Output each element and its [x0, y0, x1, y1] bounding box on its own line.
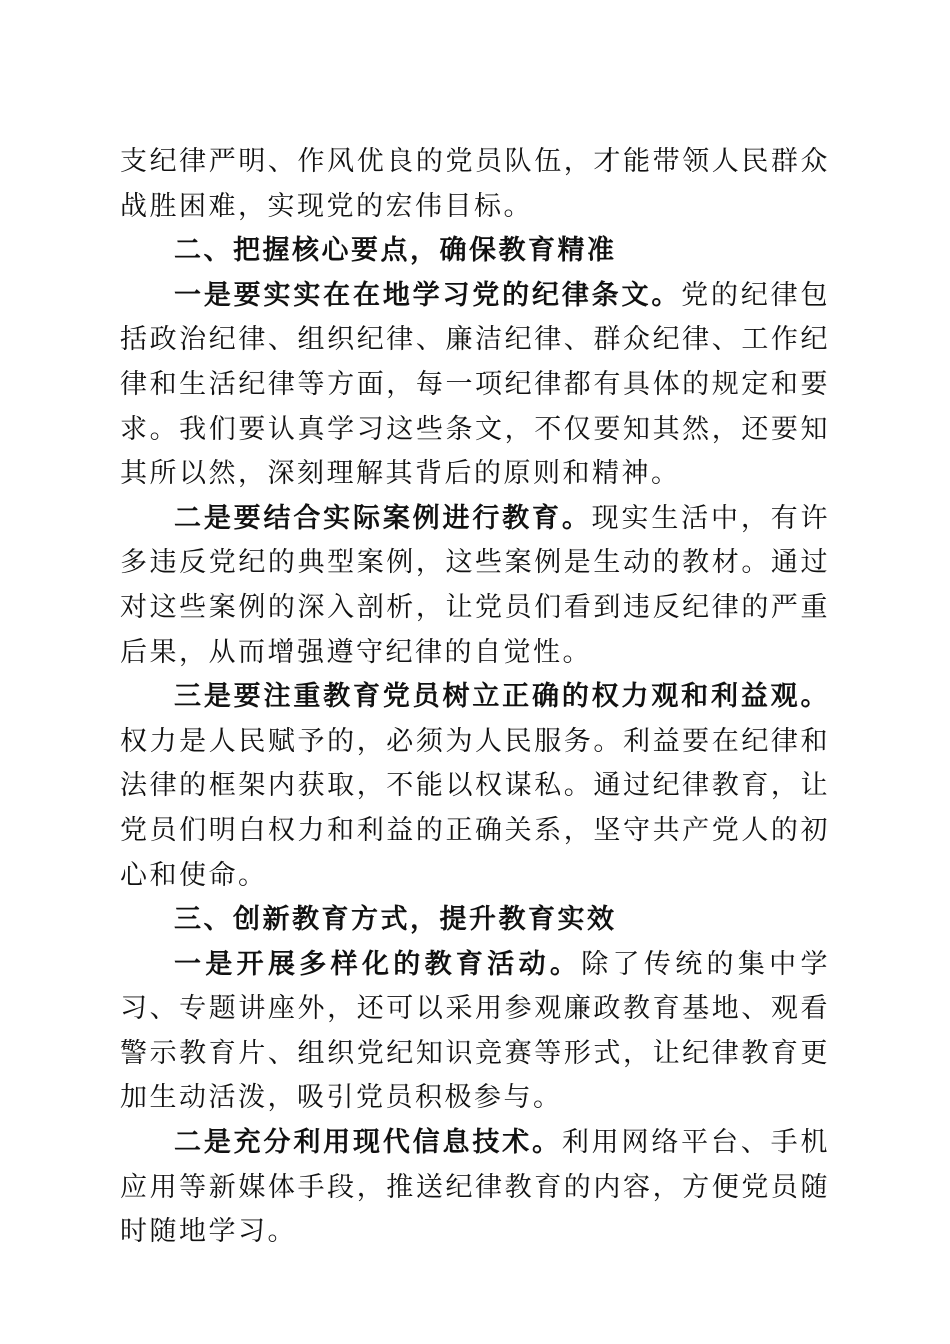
paragraph-text: 权力是人民赋予的，必须为人民服务。利益要在纪律和法律的框架内获取，不能以权谋私。通过纪律教育，让党员们明白权力和利益的正确关系，坚守共产党人的初心和使命。: [120, 725, 830, 891]
paragraph-study-rules: [120, 274, 830, 497]
paragraph-text: 党的纪律包括政治纪律、组织纪律、廉洁纪律、群众纪律、工作纪律和生活纪律等方面，每一项纪律都有具体的规定和要求。我们要认真学习这些条文，不仅要知其然，还要知其所以然，深刻理解其背后的原则和精神。: [120, 279, 831, 490]
section-heading-3: 三、创新教育方式，提升教育实效: [174, 904, 617, 936]
paragraph-text: 现实生活中，有许多违反党纪的典型案例，这些案例是生动的教材。通过对这些案例的深入剖析，让党员们看到违反纪律的严重后果，从而增强遵守纪律的自觉性。: [120, 502, 831, 668]
paragraph-power-view: [120, 675, 830, 898]
paragraph-lead: 二是要结合实际案例进行教育。: [174, 502, 592, 534]
paragraph-lead: 一是开展多样化的教育活动。: [174, 948, 582, 980]
paragraph-text: 除了传统的集中学习、专题讲座外，还可以采用参观廉政教育基地、观看警示教育片、组织党纪知识竞赛等形式，让纪律教育更加生动活泼，吸引党员积极参与。: [120, 948, 831, 1114]
paragraph-diverse-activities: [120, 943, 830, 1121]
paragraph-lead: 三是要注重教育党员树立正确的权力观和利益观。: [174, 681, 830, 713]
continuation-paragraph: [120, 140, 830, 229]
paragraph-text: 利用网络平台、手机应用等新媒体手段，推送纪律教育的内容，方便党员随时随地学习。: [120, 1127, 831, 1248]
section-heading-2: 二、把握核心要点，确保教育精准: [174, 235, 617, 267]
document-body: [120, 140, 830, 1255]
paragraph-text: 支纪律严明、作风优良的党员队伍，才能带领人民群众战胜困难，实现党的宏伟目标。: [120, 146, 830, 222]
paragraph-case-education: [120, 497, 830, 675]
paragraph-modern-tech: [120, 1121, 830, 1255]
paragraph-lead: 二是充分利用现代信息技术。: [174, 1127, 562, 1159]
paragraph-lead: 一是要实实在在地学习党的纪律条文。: [174, 279, 682, 311]
